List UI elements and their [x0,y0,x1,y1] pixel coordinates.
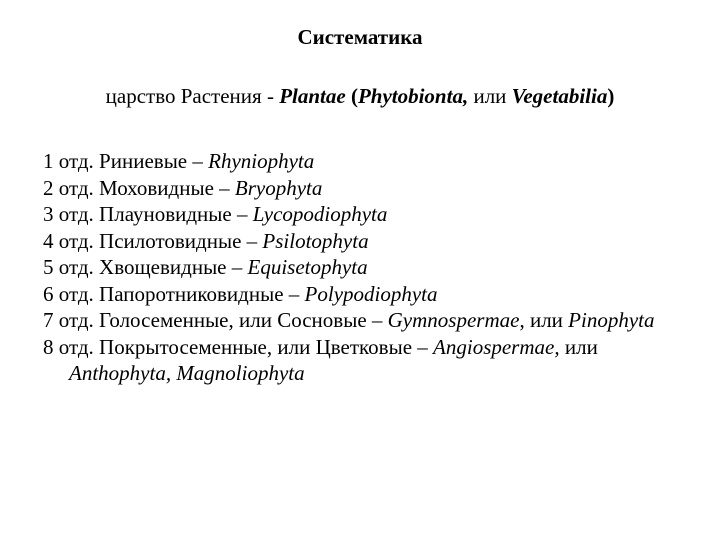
division-latin: Gymnospermae [387,308,520,332]
kingdom-or-word: или [468,84,512,108]
kingdom-alt-latin-2: Vegetabilia [511,84,608,108]
division-ru: 8 отд. Покрытосеменные, или Цветковые – [43,334,434,359]
kingdom-prefix: царство Растения - [105,84,280,108]
divisions-list [43,148,683,387]
division-item [43,334,683,387]
division-item [43,307,683,334]
division-ru: 2 отд. Моховидные – [43,175,235,200]
division-item [43,175,683,202]
division-tail: или [559,334,598,359]
division-ru: 6 отд. Папоротниковидные – [43,281,305,306]
kingdom-line [0,84,720,108]
division-latin: Psilotophyta [262,228,369,253]
slide-title: Систематика [297,25,423,49]
division-item [43,228,683,255]
division-ru: 1 отд. Риниевые – [43,149,209,173]
division-latin: Angiospermae, [433,334,560,359]
division-tail-latin: Anthophyta, Magnoliophyta [69,361,305,385]
division-item [43,254,683,281]
division-latin: Lycopodiophyta [252,202,388,226]
division-ru: 4 отд. Псилотовидные – [43,228,263,253]
division-tail-latin: Pinophyta [568,308,655,332]
division-item [43,148,683,175]
division-latin: Polypodiophyta [304,281,438,306]
division-tail: , или [519,308,569,332]
division-latin: Rhyniophyta [208,149,315,173]
division-latin: Equisetophyta [247,255,368,279]
division-ru: 5 отд. Хвощевидные – [43,255,248,279]
division-item [43,201,683,228]
kingdom-paren-close: ) [607,84,615,108]
division-item [43,281,683,308]
kingdom-latin-name: Plantae [279,84,346,108]
division-ru: 3 отд. Плауновидные – [43,202,253,226]
kingdom-alt-latin-1: Phytobionta, [357,84,469,108]
division-ru: 7 отд. Голосеменные, или Сосновые – [43,308,388,332]
division-latin: Bryophyta [234,175,323,200]
kingdom-paren-open: ( [345,84,358,108]
